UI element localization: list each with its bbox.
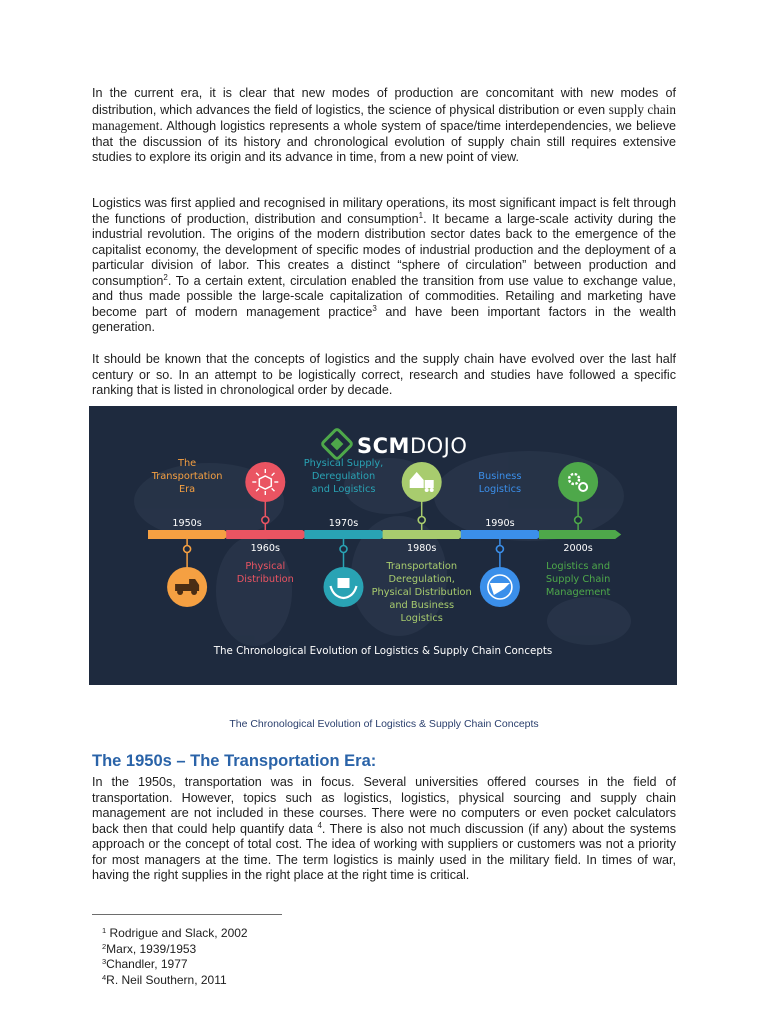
infographic-canvas bbox=[89, 406, 677, 685]
footnote-ref-4: 4 bbox=[317, 820, 322, 830]
decade-label: 1950s bbox=[172, 518, 202, 529]
decade-label: 2000s bbox=[563, 543, 593, 554]
figure-caption: The Chronological Evolution of Logistics & Supply Chain Concepts bbox=[229, 718, 539, 730]
decade-label: 1960s bbox=[250, 543, 281, 554]
section-heading: The 1950s – The Transportation Era: bbox=[92, 752, 377, 770]
decade-label: 1990s bbox=[485, 518, 515, 529]
supply-chain-term: supply chain management bbox=[92, 101, 676, 133]
scmdojo-logo bbox=[321, 428, 467, 459]
decade-bar-segment bbox=[226, 530, 308, 539]
footnotes bbox=[102, 926, 248, 988]
decade-bar-segment bbox=[383, 530, 465, 539]
decade-bar-segment bbox=[148, 530, 230, 539]
decade-bar-segment bbox=[304, 530, 386, 539]
logo-mark-icon bbox=[321, 428, 352, 459]
footnote-4: $^4$R. Neil Southern, 2011 bbox=[102, 972, 227, 987]
footnote-2: $^2$Marx, 1939/1953 bbox=[102, 941, 197, 956]
decade-concept: Physical Supply, Deregulation and Logistics bbox=[303, 458, 384, 495]
intro-paragraph: In the current era, it is clear that new modes of production are concomitant with new modes of distribution, which advances the field of logistics, the science of physical distribution or even supply chain management. Although logistics represents a whole system of space/time interdependencies, we believe that the discussion of its history and chronological evolution of supply chain still requires extensive studies to explore its origin and its advance in time, from a new point of view. bbox=[92, 86, 676, 164]
footnote-ref-2: 2 bbox=[163, 272, 168, 282]
decade-bar-segment bbox=[539, 530, 621, 539]
decade-concept: Transportation Deregulation, Physical Distribution and Business Logistics bbox=[371, 561, 472, 624]
transportation-era-paragraph: In the 1950s, transportation was in focus. Several universities offered courses in the field of transportation. However, topics such as logistics, logistics, physical sourcing and supply chain management are not included in these courses. There were no computers or even pocket calculators back then that could help quantify data $^4$. There is also not much discussion (if any) about the systems approach or the concept of total cost. The idea of working with suppliers or customers was not a priority for most managers at the time. The term logistics is mainly used in the military field. In times of war, having the right supplies in the right place at the right time is critical. bbox=[92, 775, 676, 882]
decade-icon-circle bbox=[245, 462, 285, 502]
evolution-intro-paragraph: It should be known that the concepts of logistics and the supply chain have evolved over the last half century or so. In an attempt to be logistically correct, research and studies have followed a specific ranking that is listed in chronological order by decade. bbox=[92, 352, 676, 397]
footnote-ref-3: 3 bbox=[372, 303, 377, 313]
brand-name: SCMDOJO bbox=[357, 434, 468, 458]
footnote-3: $^3$Chandler, 1977 bbox=[102, 957, 188, 971]
decade-concept: Logistics and Supply Chain Management bbox=[545, 561, 611, 598]
logistics-history-paragraph: Logistics was first applied and recognised in military operations, its most significant impact is felt through the functions of production, distribution and consumption$^1$. It became a large-scale activity during the industrial revolution. The origins of the modern distribution sector dates back to the emergence of the capitalist economy, the development of specific modes of industrial production and the deployment of a particular division of labor. This creates a distinct “sphere of circulation” between production and consumption$^2$. To a certain extent, circulation enabled the transition from use value to exchange value, and thus made possible the large-scale capitalization of commodities. Retailing and marketing have become part of modern management practice$^3$ and have been important factors in the wealth generation. bbox=[92, 196, 676, 334]
footnote-1: $^1$ Rodrigue and Slack, 2002 bbox=[102, 926, 248, 940]
decade-concept: The Transportation Era bbox=[151, 458, 223, 495]
decade-concept: Physical Distribution bbox=[236, 561, 294, 585]
decade-label: 1980s bbox=[406, 543, 437, 554]
decade-concept: Business Logistics bbox=[478, 471, 522, 495]
decade-label: 1970s bbox=[328, 518, 359, 529]
decade-icon-circle bbox=[558, 462, 598, 502]
footnote-separator bbox=[92, 914, 282, 915]
footnote-ref-1: 1 bbox=[418, 210, 424, 220]
decade-bar-segment bbox=[461, 530, 543, 539]
evolution-infographic bbox=[89, 406, 677, 685]
infographic-footer-title: The Chronological Evolution of Logistics & Supply Chain Concepts bbox=[213, 645, 553, 657]
